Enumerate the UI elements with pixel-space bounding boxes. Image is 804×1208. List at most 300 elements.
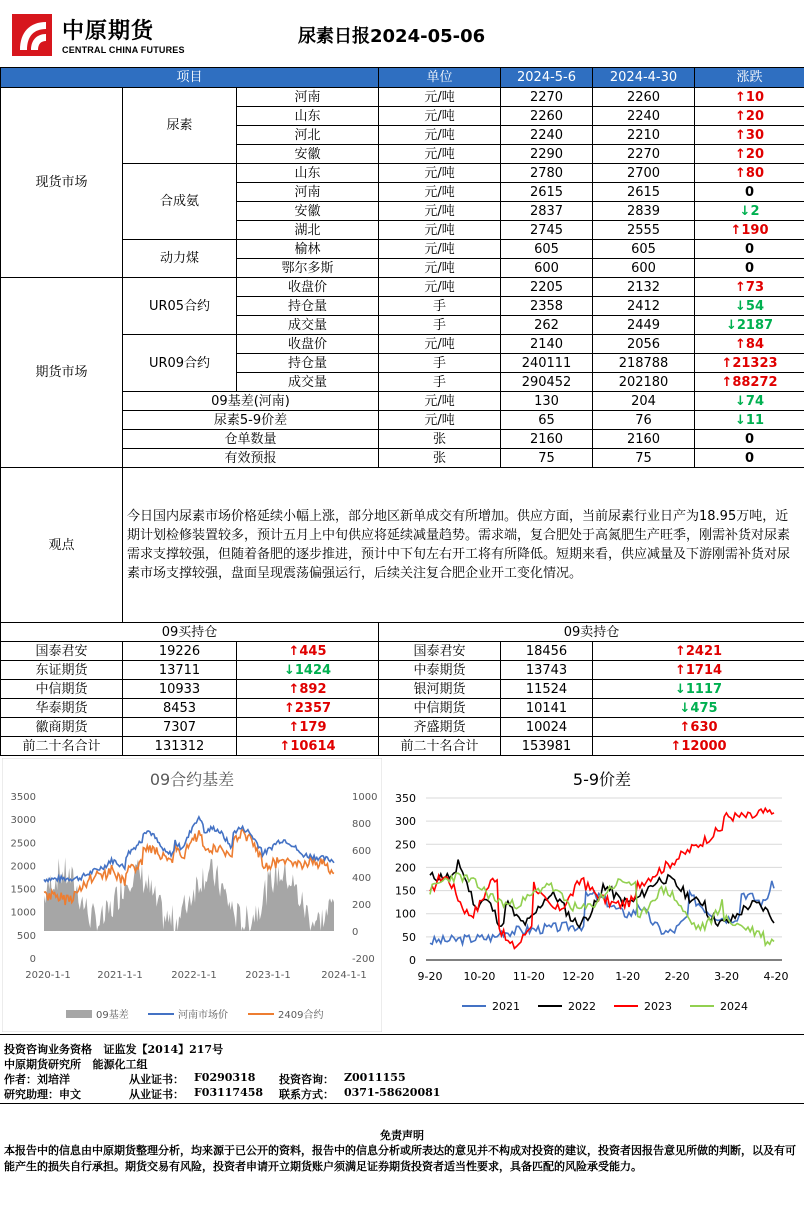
- change-cell: [593, 737, 804, 756]
- basis-chart-svg: [2, 758, 382, 1032]
- author-line: [4, 1071, 804, 1087]
- change-value: 20: [746, 109, 764, 124]
- x-tick-label: 2-20: [665, 970, 690, 983]
- change-value: 88272: [732, 375, 777, 390]
- qualification-label: 投资咨询业务资格: [4, 1043, 92, 1056]
- change-cell: [237, 680, 379, 699]
- y-tick-label: 300: [395, 815, 416, 828]
- header-date2: 2024-4-30: [593, 68, 695, 88]
- change-value: 11: [746, 413, 764, 428]
- unit-cell: 张: [379, 430, 501, 449]
- legend-label: 2024: [720, 1000, 748, 1013]
- value-current: 2140: [501, 335, 593, 354]
- value-previous: 600: [593, 259, 695, 278]
- change-cell: [237, 642, 379, 661]
- table-row: [1, 680, 804, 699]
- value-current: 2615: [501, 183, 593, 202]
- legend-label: 2022: [568, 1000, 596, 1013]
- change-cell: [695, 392, 804, 411]
- value-previous: 2160: [593, 430, 695, 449]
- sell-broker: 中泰期货: [379, 661, 501, 680]
- y-tick-label: 0: [409, 954, 416, 967]
- y-left-tick-label: 0: [30, 954, 36, 965]
- arrow-up-icon: ↑: [735, 109, 746, 124]
- sub-item: 山东: [237, 107, 379, 126]
- change-value: 0: [745, 432, 754, 447]
- x-tick-label: 2020-1-1: [25, 970, 70, 981]
- arrow-up-icon: ↑: [721, 375, 732, 390]
- cert-number-2: F03117458: [194, 1086, 263, 1099]
- value-previous: 2132: [593, 278, 695, 297]
- change-value: 475: [690, 701, 717, 716]
- x-tick-label: 2022-1-1: [171, 970, 216, 981]
- value-previous: 75: [593, 449, 695, 468]
- change-value: 0: [745, 451, 754, 466]
- positions-table-body: [1, 623, 804, 756]
- assistant-name: 申文: [59, 1088, 81, 1101]
- y-tick-label: 100: [395, 908, 416, 921]
- unit-cell: 张: [379, 449, 501, 468]
- change-value: 54: [746, 299, 764, 314]
- sub-item: 鄂尔多斯: [237, 259, 379, 278]
- header-date1: 2024-5-6: [501, 68, 593, 88]
- legend-swatch-basis: [66, 1010, 92, 1018]
- change-cell: [593, 718, 804, 737]
- disclaimer-text: 本报告中的信息由中原期货整理分析，均来源于已公开的资料，报告中的信息分析或所表达的意见并不构成对投资的建议，投资者因报告意见所做的判断，以及有可能产生的损失自行承担。期货交易有风险，投资者申请开立期货账户须满足证券期货投资者适当性要求，具备匹配的风险承受能力。: [0, 1143, 804, 1175]
- change-cell: [237, 699, 379, 718]
- price-table-body: [1, 88, 804, 623]
- arrow-up-icon: ↑: [288, 720, 299, 735]
- y-right-tick-label: -200: [352, 954, 375, 965]
- arrow-up-icon: ↑: [735, 128, 746, 143]
- unit-cell: 元/吨: [379, 107, 501, 126]
- change-value: 630: [690, 720, 717, 735]
- value-previous: 76: [593, 411, 695, 430]
- unit-cell: 元/吨: [379, 183, 501, 202]
- y-left-tick-label: 2500: [11, 838, 36, 849]
- logo-english-name: CENTRAL CHINA FUTURES: [62, 45, 185, 55]
- single-item: 有效预报: [123, 449, 379, 468]
- arrow-up-icon: ↑: [279, 739, 290, 754]
- author-name: 刘培洋: [37, 1073, 70, 1086]
- value-current: 2290: [501, 145, 593, 164]
- qualification-line: [4, 1041, 223, 1057]
- legend-label: 2409合约: [278, 1008, 323, 1021]
- unit-cell: 元/吨: [379, 145, 501, 164]
- value-current: 65: [501, 411, 593, 430]
- buy-volume: 8453: [123, 699, 237, 718]
- futures-section-label: 期货市场: [1, 278, 123, 468]
- contact-number: 0371-58620081: [344, 1086, 440, 1099]
- arrow-down-icon: ↓: [284, 663, 295, 678]
- change-cell: [695, 335, 804, 354]
- y-right-tick-label: 400: [352, 873, 371, 884]
- sub-item: 榆林: [237, 240, 379, 259]
- sell-volume: 10141: [501, 699, 593, 718]
- positions-table: [0, 622, 804, 756]
- change-cell: [695, 259, 804, 278]
- buy-broker: 徽商期货: [1, 718, 123, 737]
- change-value: 10614: [290, 739, 335, 754]
- value-previous: 605: [593, 240, 695, 259]
- buy-broker: 国泰君安: [1, 642, 123, 661]
- sell-positions-title: 09卖持仓: [379, 623, 804, 642]
- assistant-label: 研究助理：: [4, 1088, 59, 1101]
- chart-title: 5-9价差: [573, 770, 631, 789]
- unit-cell: 元/吨: [379, 411, 501, 430]
- change-cell: [695, 88, 804, 107]
- y-tick-label: 150: [395, 885, 416, 898]
- change-value: 2187: [737, 318, 773, 333]
- x-tick-label: 9-20: [418, 970, 443, 983]
- x-tick-label: 11-20: [513, 970, 545, 983]
- y-left-tick-label: 2000: [11, 861, 36, 872]
- unit-cell: 元/吨: [379, 202, 501, 221]
- org-line: [4, 1056, 148, 1072]
- value-current: 2780: [501, 164, 593, 183]
- change-cell: [695, 107, 804, 126]
- change-value: 73: [746, 280, 764, 295]
- contact-label: 联系方式：: [279, 1086, 334, 1102]
- arrow-down-icon: ↓: [726, 318, 737, 333]
- sell-broker: 齐盛期货: [379, 718, 501, 737]
- team-name: 能源化工组: [93, 1058, 148, 1071]
- value-current: 2160: [501, 430, 593, 449]
- sub-item: 持仓量: [237, 297, 379, 316]
- group-name: UR05合约: [123, 278, 237, 335]
- change-value: 74: [746, 394, 764, 409]
- change-cell: [695, 449, 804, 468]
- change-value: 30: [746, 128, 764, 143]
- value-current: 262: [501, 316, 593, 335]
- x-tick-label: 12-20: [562, 970, 594, 983]
- cert-number-1: F0290318: [194, 1071, 255, 1084]
- y-right-tick-label: 800: [352, 819, 371, 830]
- value-previous: 2555: [593, 221, 695, 240]
- value-previous: 218788: [593, 354, 695, 373]
- change-cell: [695, 221, 804, 240]
- change-value: 179: [299, 720, 326, 735]
- value-current: 2358: [501, 297, 593, 316]
- arrow-up-icon: ↑: [735, 90, 746, 105]
- sub-item: 河南: [237, 183, 379, 202]
- change-value: 0: [745, 185, 754, 200]
- table-row: [1, 699, 804, 718]
- change-cell: [695, 316, 804, 335]
- group-name: 动力煤: [123, 240, 237, 278]
- change-value: 1424: [295, 663, 331, 678]
- y-left-tick-label: 500: [17, 931, 36, 942]
- value-current: 2260: [501, 107, 593, 126]
- unit-cell: 手: [379, 316, 501, 335]
- buy-broker: 前二十名合计: [1, 737, 123, 756]
- value-previous: 2449: [593, 316, 695, 335]
- buy-positions-title: 09买持仓: [1, 623, 379, 642]
- change-value: 84: [746, 337, 764, 352]
- change-cell: [237, 737, 379, 756]
- change-value: 21323: [732, 356, 777, 371]
- x-tick-label: 10-20: [463, 970, 495, 983]
- value-previous: 2210: [593, 126, 695, 145]
- unit-cell: 手: [379, 297, 501, 316]
- unit-cell: 元/吨: [379, 392, 501, 411]
- y-right-tick-label: 200: [352, 900, 371, 911]
- arrow-up-icon: ↑: [735, 280, 746, 295]
- unit-cell: 手: [379, 373, 501, 392]
- arrow-up-icon: ↑: [721, 356, 732, 371]
- sell-volume: 13743: [501, 661, 593, 680]
- author-info: [0, 1034, 804, 1103]
- y-left-tick-label: 1000: [11, 908, 36, 919]
- buy-volume: 7307: [123, 718, 237, 737]
- price-table: [0, 67, 804, 623]
- value-current: 2205: [501, 278, 593, 297]
- arrow-up-icon: ↑: [735, 147, 746, 162]
- x-tick-label: 2024-1-1: [321, 970, 366, 981]
- buy-broker: 东证期货: [1, 661, 123, 680]
- sell-volume: 11524: [501, 680, 593, 699]
- value-current: 2837: [501, 202, 593, 221]
- value-previous: 2260: [593, 88, 695, 107]
- change-value: 80: [746, 166, 764, 181]
- view-text: 今日国内尿素市场价格延续小幅上涨，部分地区新单成交有所增加。供应方面，当前尿素行业日产为18.95万吨，近期计划检修装置较多，预计五月上中旬供应将延续减量趋势。需求端，复合肥处于高氮肥生产旺季，刚需补货对尿素需求支撑较强，但随着备肥的逐步推进，预计中下旬左右开工将有所降低。短期来看，供应减量及下游刚需补货对尿素市场支撑较强，盘面呈现震荡偏强运行，后续关注复合肥企业开工变化情况。: [123, 468, 804, 623]
- disclaimer: [0, 1103, 804, 1208]
- report-header: [0, 0, 804, 67]
- single-item: 仓单数量: [123, 430, 379, 449]
- sub-item: 成交量: [237, 316, 379, 335]
- sell-broker: 前二十名合计: [379, 737, 501, 756]
- change-cell: [695, 297, 804, 316]
- table-header-row: [1, 68, 804, 88]
- sub-item: 安徽: [237, 145, 379, 164]
- change-cell: [237, 718, 379, 737]
- value-previous: 2056: [593, 335, 695, 354]
- value-previous: 2270: [593, 145, 695, 164]
- sub-item: 安徽: [237, 202, 379, 221]
- value-previous: 2700: [593, 164, 695, 183]
- value-current: 75: [501, 449, 593, 468]
- sub-item: 收盘价: [237, 335, 379, 354]
- series-2022-line: [430, 860, 774, 928]
- change-cell: [695, 411, 804, 430]
- buy-broker: 华泰期货: [1, 699, 123, 718]
- unit-cell: 元/吨: [379, 259, 501, 278]
- change-cell: [593, 661, 804, 680]
- sub-item: 河北: [237, 126, 379, 145]
- change-cell: [695, 202, 804, 221]
- unit-cell: 元/吨: [379, 126, 501, 145]
- y-left-tick-label: 3000: [11, 815, 36, 826]
- buy-volume: 10933: [123, 680, 237, 699]
- value-previous: 204: [593, 392, 695, 411]
- value-previous: 2240: [593, 107, 695, 126]
- change-cell: [593, 642, 804, 661]
- value-previous: 2412: [593, 297, 695, 316]
- table-row: [1, 642, 804, 661]
- arrow-up-icon: ↑: [288, 644, 299, 659]
- header-item: 项目: [1, 68, 379, 88]
- value-previous: 202180: [593, 373, 695, 392]
- value-current: 240111: [501, 354, 593, 373]
- single-item: 09基差(河南): [123, 392, 379, 411]
- arrow-down-icon: ↓: [675, 682, 686, 697]
- arrow-up-icon: ↑: [670, 739, 681, 754]
- sell-volume: 10024: [501, 718, 593, 737]
- y-right-tick-label: 0: [352, 927, 358, 938]
- table-row: [1, 88, 804, 107]
- sub-item: 成交量: [237, 373, 379, 392]
- value-previous: 2839: [593, 202, 695, 221]
- arrow-up-icon: ↑: [675, 663, 686, 678]
- arrow-up-icon: ↑: [730, 223, 741, 238]
- change-value: 445: [299, 644, 326, 659]
- change-value: 892: [299, 682, 326, 697]
- x-tick-label: 4-20: [764, 970, 789, 983]
- view-label: 观点: [1, 468, 123, 623]
- logo-chinese-name: 中原期货: [62, 14, 154, 45]
- arrow-down-icon: ↓: [735, 413, 746, 428]
- buy-broker: 中信期货: [1, 680, 123, 699]
- sell-broker: 国泰君安: [379, 642, 501, 661]
- view-row: [1, 468, 804, 623]
- sub-item: 湖北: [237, 221, 379, 240]
- assistant-line: [4, 1086, 804, 1102]
- basis-chart: [2, 758, 382, 1032]
- change-value: 190: [741, 223, 768, 238]
- change-cell: [695, 164, 804, 183]
- value-previous: 2615: [593, 183, 695, 202]
- author-label: 作者：: [4, 1073, 37, 1086]
- unit-cell: 元/吨: [379, 88, 501, 107]
- value-current: 2745: [501, 221, 593, 240]
- chart-title: 09合约基差: [150, 770, 234, 789]
- change-cell: [593, 680, 804, 699]
- y-right-tick-label: 600: [352, 846, 371, 857]
- buy-volume: 131312: [123, 737, 237, 756]
- y-tick-label: 250: [395, 838, 416, 851]
- change-value: 10: [746, 90, 764, 105]
- y-tick-label: 350: [395, 792, 416, 805]
- qualification-value: 证监发【2014】217号: [104, 1043, 224, 1056]
- value-current: 605: [501, 240, 593, 259]
- y-left-tick-label: 3500: [11, 792, 36, 803]
- positions-title-row: [1, 623, 804, 642]
- arrow-up-icon: ↑: [735, 166, 746, 181]
- legend-label: 2021: [492, 1000, 520, 1013]
- value-current: 290452: [501, 373, 593, 392]
- sell-volume: 153981: [501, 737, 593, 756]
- consult-number: Z0011155: [344, 1071, 406, 1084]
- sell-broker: 银河期货: [379, 680, 501, 699]
- table-row: [1, 661, 804, 680]
- legend-label: 2023: [644, 1000, 672, 1013]
- disclaimer-title: 免责声明: [0, 1127, 804, 1143]
- group-name: UR09合约: [123, 335, 237, 392]
- x-tick-label: 2021-1-1: [97, 970, 142, 981]
- change-value: 12000: [681, 739, 726, 754]
- single-item: 尿素5-9价差: [123, 411, 379, 430]
- arrow-up-icon: ↑: [675, 644, 686, 659]
- sub-item: 山东: [237, 164, 379, 183]
- change-cell: [695, 373, 804, 392]
- sub-item: 持仓量: [237, 354, 379, 373]
- change-cell: [695, 183, 804, 202]
- consult-label: 投资咨询：: [279, 1071, 334, 1087]
- cert-label-2: 从业证书：: [129, 1086, 184, 1102]
- series-2023-line: [430, 808, 774, 948]
- change-value: 0: [745, 242, 754, 257]
- header-unit: 单位: [379, 68, 501, 88]
- y-left-tick-label: 1500: [11, 885, 36, 896]
- change-cell: [695, 126, 804, 145]
- change-cell: [695, 278, 804, 297]
- table-row: [1, 718, 804, 737]
- change-cell: [695, 145, 804, 164]
- sell-broker: 中信期货: [379, 699, 501, 718]
- change-value: 20: [746, 147, 764, 162]
- change-cell: [695, 430, 804, 449]
- spot-section-label: 现货市场: [1, 88, 123, 278]
- report-title: 尿素日报2024-05-06: [298, 22, 485, 48]
- change-cell: [695, 354, 804, 373]
- unit-cell: 元/吨: [379, 164, 501, 183]
- arrow-up-icon: ↑: [735, 337, 746, 352]
- sub-item: 河南: [237, 88, 379, 107]
- unit-cell: 元/吨: [379, 278, 501, 297]
- y-right-tick-label: 1000: [352, 792, 377, 803]
- org-name: 中原期货研究所: [4, 1058, 81, 1071]
- value-current: 2270: [501, 88, 593, 107]
- charts-area: [0, 756, 804, 1034]
- x-tick-label: 1-20: [615, 970, 640, 983]
- y-tick-label: 200: [395, 861, 416, 874]
- y-tick-label: 50: [402, 931, 416, 944]
- table-row: [1, 737, 804, 756]
- group-name: 尿素: [123, 88, 237, 164]
- unit-cell: 元/吨: [379, 221, 501, 240]
- value-current: 2240: [501, 126, 593, 145]
- x-tick-label: 2023-1-1: [245, 970, 290, 981]
- spread-chart: [386, 758, 802, 1032]
- arrow-up-icon: ↑: [680, 720, 691, 735]
- arrow-down-icon: ↓: [735, 394, 746, 409]
- arrow-down-icon: ↓: [680, 701, 691, 716]
- arrow-down-icon: ↓: [735, 299, 746, 314]
- change-value: 2421: [686, 644, 722, 659]
- arrow-down-icon: ↓: [740, 204, 751, 219]
- change-value: 1117: [686, 682, 722, 697]
- spread-chart-svg: [386, 758, 802, 1032]
- legend-label: 09基差: [96, 1008, 129, 1021]
- sell-volume: 18456: [501, 642, 593, 661]
- value-current: 130: [501, 392, 593, 411]
- change-value: 2357: [295, 701, 331, 716]
- unit-cell: 元/吨: [379, 335, 501, 354]
- table-row: [1, 278, 804, 297]
- buy-volume: 19226: [123, 642, 237, 661]
- group-name: 合成氨: [123, 164, 237, 240]
- change-value: 1714: [686, 663, 722, 678]
- change-cell: [593, 699, 804, 718]
- cert-label-1: 从业证书：: [129, 1071, 184, 1087]
- unit-cell: 手: [379, 354, 501, 373]
- change-cell: [695, 240, 804, 259]
- unit-cell: 元/吨: [379, 240, 501, 259]
- arrow-up-icon: ↑: [288, 682, 299, 697]
- legend-label: 河南市场价: [178, 1008, 228, 1021]
- x-tick-label: 3-20: [714, 970, 739, 983]
- value-current: 600: [501, 259, 593, 278]
